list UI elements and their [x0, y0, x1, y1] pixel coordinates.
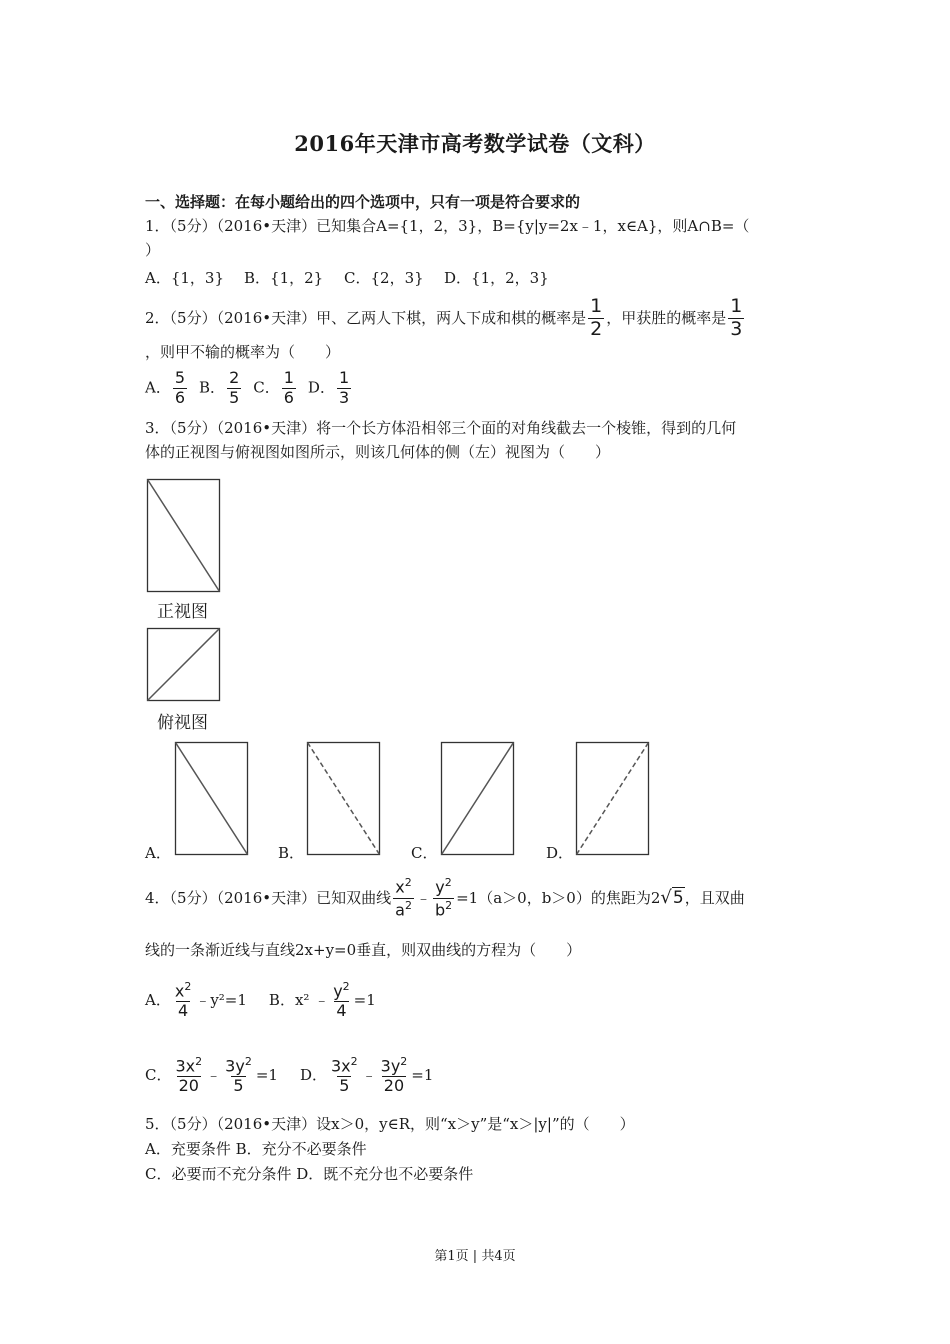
option-b-prefix: x² ﹣: [294, 991, 330, 1009]
fraction-numerator: [173, 1056, 204, 1076]
option-b-label: B．: [268, 991, 295, 1009]
option-label: C．: [253, 378, 280, 396]
fraction-denominator: 20: [178, 1075, 199, 1095]
question-2-middle: ，甲获胜的概率是: [606, 309, 727, 327]
question-5-text: 5．（5分）（2016•天津）设x＞0，y∈R，则“x＞y”是“x＞|y|”的（ ）: [145, 1115, 635, 1133]
front-view-figure: [147, 479, 221, 593]
fraction-numerator: 1: [590, 294, 603, 317]
option-fraction: [227, 367, 241, 407]
question-2-text-cont: ，则甲不输的概率为（ ）: [145, 343, 341, 361]
fraction-numerator: [331, 981, 351, 1001]
fraction-denominator: 5: [229, 387, 240, 407]
question-4-middle: =1（a＞0，b＞0）的焦距为2: [456, 889, 661, 907]
fraction-denominator: [433, 898, 454, 919]
option-d-dashed-diagonal: [577, 743, 649, 855]
term: 3x: [175, 1055, 196, 1075]
fraction-denominator: 5: [339, 1075, 350, 1095]
exponent: 2: [350, 1054, 358, 1068]
option-d-fraction-2: [379, 1056, 410, 1095]
fraction-numerator: [223, 1056, 254, 1076]
question-2-option-c: [253, 367, 298, 407]
fraction-numerator: 2: [229, 367, 240, 387]
question-3-option-a-label: A．: [145, 844, 171, 862]
exponent: 2: [195, 1054, 203, 1068]
fraction-denominator: 20: [383, 1075, 405, 1095]
question-2-option-d: [307, 367, 353, 407]
option-label: B．: [199, 378, 226, 396]
option-a-figure: [175, 742, 249, 856]
question-3-option-c-label: C．: [411, 844, 438, 862]
question-4-options-ab: [145, 976, 376, 1024]
option-a-fraction: [173, 981, 193, 1020]
question-2-text: [145, 296, 746, 340]
question-2-prefix: 2．（5分）（2016•天津）甲、乙两人下棋，两人下成和棋的概率是: [145, 309, 587, 327]
variable: x: [174, 980, 185, 1000]
page-footer: 第1页 | 共4页: [434, 1249, 516, 1264]
fraction-x2-over-a2: [393, 877, 414, 918]
variable: b: [434, 899, 446, 919]
fraction-denominator: 6: [283, 387, 294, 407]
exponent: 2: [244, 1054, 252, 1068]
variable: y: [435, 877, 445, 897]
fraction-numerator: [393, 877, 413, 897]
minus-sign: ﹣: [206, 1066, 222, 1084]
fraction-numerator: 1: [338, 367, 350, 387]
option-b-figure: [307, 742, 381, 856]
exponent: 2: [404, 898, 412, 912]
option-label: D．: [307, 378, 335, 396]
option-c-diagonal: [442, 743, 514, 855]
fraction-denominator: 2: [590, 317, 603, 340]
option-label: A．: [145, 378, 171, 396]
exponent: 2: [444, 876, 452, 890]
question-3-option-b-label: B．: [278, 844, 305, 862]
sqrt-value: 5: [672, 888, 684, 908]
sqrt-expression: [660, 888, 684, 908]
option-d-rest: =1: [411, 1066, 434, 1084]
option-a-rest: ﹣y²=1: [195, 991, 247, 1009]
exponent: 2: [184, 979, 192, 993]
question-2-options: [145, 368, 353, 408]
fraction-numerator: [433, 877, 453, 897]
option-c-fraction-1: [173, 1056, 204, 1095]
top-view-diagonal: [148, 629, 220, 701]
term: 3y: [380, 1055, 401, 1075]
question-1-option-a: A．{1，3}: [145, 269, 225, 287]
question-1-option-d: D．{1，2，3}: [444, 269, 549, 287]
variable: a: [395, 899, 405, 919]
question-1-text-cont: ）: [145, 241, 161, 259]
fraction-numerator: [329, 1056, 360, 1076]
fraction-one-third: [728, 294, 744, 340]
exponent: 2: [400, 1054, 408, 1068]
fraction-denominator: 3: [338, 387, 350, 407]
fraction-denominator: 6: [174, 387, 186, 407]
front-view-label: 正视图: [157, 602, 208, 622]
question-1-option-c: C．{2，3}: [344, 269, 424, 287]
question-3-text-cont: 体的正视图与俯视图如图所示，则该几何体的侧（左）视图为（ ）: [145, 443, 611, 461]
fraction-numerator: 1: [730, 294, 743, 317]
option-a-label: A．: [145, 991, 171, 1009]
exponent: 2: [342, 979, 350, 993]
fraction-numerator: 5: [174, 367, 186, 387]
sqrt-sign-icon: √: [660, 887, 672, 908]
variable: y: [333, 980, 343, 1000]
option-b-dashed-diagonal: [308, 743, 380, 855]
question-1-option-b: B．{1，2}: [244, 269, 324, 287]
minus-sign: ﹣: [361, 1066, 377, 1084]
option-d-fraction-1: [329, 1056, 360, 1095]
term: 3x: [330, 1055, 351, 1075]
option-c-figure: [441, 742, 515, 856]
question-3-text: 3．（5分）（2016•天津）将一个长方体沿相邻三个面的对角线截去一个棱锥，得到的几何: [145, 419, 737, 437]
question-4-options-cd: [145, 1050, 433, 1100]
option-c-rest: =1: [255, 1066, 278, 1084]
fraction-numerator: [379, 1056, 410, 1076]
fraction-denominator: 4: [336, 1000, 347, 1020]
fraction-numerator: [173, 981, 193, 1001]
question-4-text-cont: 线的一条渐近线与直线2x+y=0垂直，则双曲线的方程为（ ）: [145, 941, 582, 959]
question-4-suffix: ，且双曲: [684, 889, 745, 907]
option-a-diagonal: [176, 743, 248, 855]
question-1-text: 1．（5分）（2016•天津）已知集合A={1，2，3}，B={y|y=2x﹣1，x∈A}，则A∩B=（: [145, 217, 750, 235]
option-d-figure: [576, 742, 650, 856]
question-4-prefix: 4．（5分）（2016•天津）已知双曲线: [145, 889, 392, 907]
option-c-fraction-2: [223, 1056, 254, 1095]
exponent: 2: [445, 898, 453, 912]
question-4-text: [145, 872, 745, 924]
minus-sign: ﹣: [415, 889, 431, 907]
option-c-label: C．: [145, 1066, 172, 1084]
section-heading: 一、选择题：在每小题给出的四个选项中，只有一项是符合要求的: [145, 193, 581, 211]
fraction-numerator: 1: [283, 367, 294, 387]
option-d-label: D．: [299, 1066, 327, 1084]
top-view-label: 俯视图: [157, 713, 208, 733]
question-2-option-b: [199, 367, 243, 407]
variable: x: [395, 877, 405, 897]
fraction-denominator: 3: [730, 317, 743, 340]
question-5-options-ab: A．充要条件 B．充分不必要条件: [145, 1140, 367, 1158]
fraction-one-half: [588, 294, 604, 340]
question-2-option-a: [145, 367, 189, 407]
option-fraction: [337, 367, 351, 407]
option-b-fraction: [331, 981, 351, 1020]
page-title: 2016年天津市高考数学试卷（文科）: [294, 131, 656, 156]
option-fraction: [173, 367, 187, 407]
fraction-denominator: [393, 898, 414, 919]
option-b-rest: =1: [353, 991, 376, 1009]
fraction-denominator: 4: [177, 1000, 189, 1020]
fraction-denominator: 5: [233, 1075, 244, 1095]
exponent: 2: [404, 876, 412, 890]
question-3-option-d-label: D．: [546, 844, 574, 862]
fraction-y2-over-b2: [433, 877, 454, 918]
front-view-diagonal: [148, 480, 220, 592]
question-5-options-cd: C．必要而不充分条件 D．既不充分也不必要条件: [145, 1165, 474, 1183]
top-view-figure: [147, 628, 221, 702]
option-fraction: [282, 367, 296, 407]
term: 3y: [225, 1055, 245, 1075]
